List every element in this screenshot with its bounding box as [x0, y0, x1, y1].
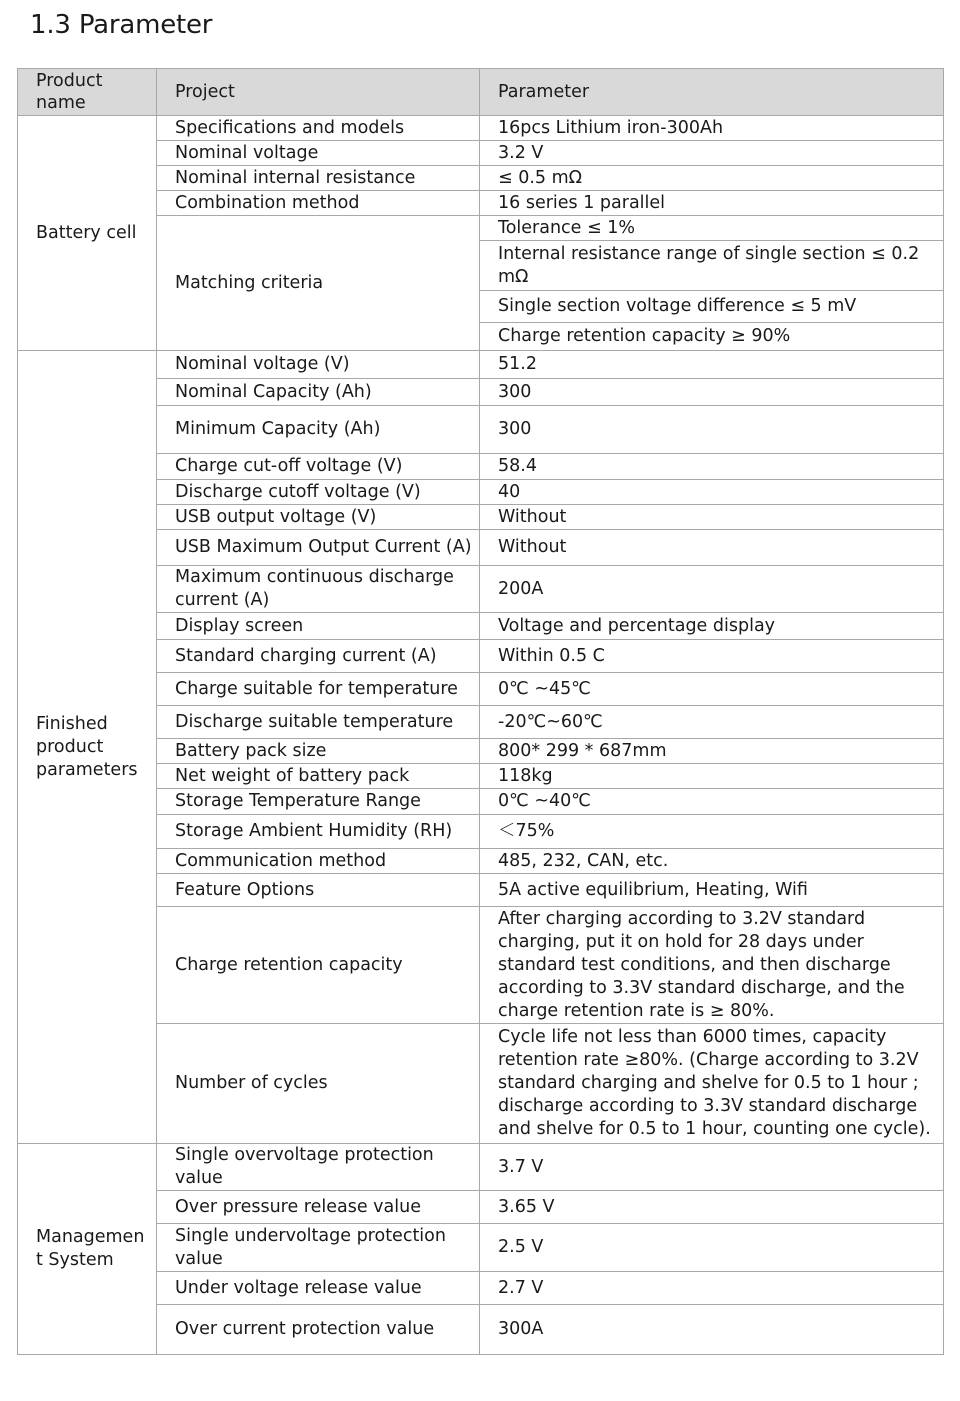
table-row: [18, 505, 944, 530]
parameter-table: [17, 68, 944, 1355]
table-row: [18, 739, 944, 764]
parameter-cell: 2.5 V: [480, 1224, 944, 1272]
table-row: [18, 191, 944, 216]
parameter-cell: 0℃ ~45℃: [480, 673, 944, 706]
parameter-cell: 3.7 V: [480, 1144, 944, 1191]
parameter-cell: 300A: [480, 1305, 944, 1355]
section-title: 1.3 Parameter: [30, 10, 213, 40]
parameter-cell: 58.4: [480, 454, 944, 480]
project-cell: USB output voltage (V): [157, 505, 480, 530]
project-cell: Net weight of battery pack: [157, 764, 480, 789]
parameter-cell: 300: [480, 406, 944, 454]
parameter-cell: 2.7 V: [480, 1272, 944, 1305]
table-row: [18, 849, 944, 874]
project-cell: Maximum continuous discharge current (A): [157, 566, 480, 613]
project-cell: Storage Ambient Humidity (RH): [157, 815, 480, 849]
project-cell: Discharge cutoff voltage (V): [157, 480, 480, 505]
project-cell: Under voltage release value: [157, 1272, 480, 1305]
parameter-cell: 200A: [480, 566, 944, 613]
group-finished-product: Finished product parameters: [18, 351, 157, 1144]
project-cell: Single overvoltage protection value: [157, 1144, 480, 1191]
parameter-cell: After charging according to 3.2V standard charging, put it on hold for 28 days under standard test conditions, and then discharge according to 3.3V standard discharge, and the charge retention rate is ≥ 80%.: [480, 907, 944, 1024]
parameter-cell: 16pcs Lithium iron-300Ah: [480, 116, 944, 141]
table-row: [18, 216, 944, 241]
parameter-cell: 0℃ ~40℃: [480, 789, 944, 815]
project-cell: Charge suitable for temperature: [157, 673, 480, 706]
table-row: [18, 379, 944, 406]
project-cell-matching-criteria: Matching criteria: [157, 216, 480, 351]
header-parameter: Parameter: [480, 69, 944, 116]
table-row: [18, 1191, 944, 1224]
table-row: [18, 116, 944, 141]
parameter-cell: 3.65 V: [480, 1191, 944, 1224]
project-cell: Discharge suitable temperature: [157, 706, 480, 739]
table-row: [18, 1272, 944, 1305]
table-row: [18, 907, 944, 1024]
parameter-cell: 40: [480, 480, 944, 505]
parameter-cell: Cycle life not less than 6000 times, capacity retention rate ≥80%. (Charge according to 3.2V standard charging and shelve for 0.5 to 1 hour ; discharge according to 3.3V standard discharge and shelve for 0.5 to 1 hour, counting one cycle).: [480, 1024, 944, 1144]
table-row: [18, 166, 944, 191]
parameter-cell: Internal resistance range of single section ≤ 0.2 mΩ: [480, 241, 944, 291]
project-cell: Number of cycles: [157, 1024, 480, 1144]
parameter-cell: ＜75%: [480, 815, 944, 849]
parameter-cell: Within 0.5 C: [480, 640, 944, 673]
parameter-cell: 485, 232, CAN, etc.: [480, 849, 944, 874]
header-product-name: Product name: [18, 69, 157, 116]
project-cell: Nominal voltage: [157, 141, 480, 166]
table-row: [18, 530, 944, 566]
project-cell: Standard charging current (A): [157, 640, 480, 673]
table-row: [18, 406, 944, 454]
parameter-cell: -20℃~60℃: [480, 706, 944, 739]
table-row: [18, 1024, 944, 1144]
project-cell: Nominal voltage (V): [157, 351, 480, 379]
project-cell: Combination method: [157, 191, 480, 216]
project-cell: Display screen: [157, 613, 480, 640]
parameter-cell: Single section voltage difference ≤ 5 mV: [480, 291, 944, 323]
table-row: [18, 874, 944, 907]
table-row: [18, 454, 944, 480]
parameter-cell: 3.2 V: [480, 141, 944, 166]
project-cell: USB Maximum Output Current (A): [157, 530, 480, 566]
project-cell: Over current protection value: [157, 1305, 480, 1355]
parameter-cell: 5A active equilibrium, Heating, Wifi: [480, 874, 944, 907]
table-row: [18, 141, 944, 166]
parameter-cell: Charge retention capacity ≥ 90%: [480, 323, 944, 351]
parameter-cell: ≤ 0.5 mΩ: [480, 166, 944, 191]
parameter-cell: 118kg: [480, 764, 944, 789]
parameter-cell: 800* 299 * 687mm: [480, 739, 944, 764]
table-row: [18, 640, 944, 673]
project-cell: Nominal Capacity (Ah): [157, 379, 480, 406]
group-battery-cell: Battery cell: [18, 116, 157, 351]
table-row: [18, 673, 944, 706]
project-cell: Charge retention capacity: [157, 907, 480, 1024]
project-cell: Single undervoltage protection value: [157, 1224, 480, 1272]
project-cell: Storage Temperature Range: [157, 789, 480, 815]
table-row: [18, 789, 944, 815]
project-cell: Minimum Capacity (Ah): [157, 406, 480, 454]
table-row: [18, 480, 944, 505]
project-cell: Battery pack size: [157, 739, 480, 764]
parameter-cell: Tolerance ≤ 1%: [480, 216, 944, 241]
parameter-cell: 51.2: [480, 351, 944, 379]
project-cell: Over pressure release value: [157, 1191, 480, 1224]
table-row: [18, 764, 944, 789]
table-row: [18, 1224, 944, 1272]
project-cell: Specifications and models: [157, 116, 480, 141]
parameter-cell: Without: [480, 530, 944, 566]
group-management-system: Managemen t System: [18, 1144, 157, 1355]
table-header-row: [18, 69, 944, 116]
project-cell: Nominal internal resistance: [157, 166, 480, 191]
table-row: [18, 566, 944, 613]
project-cell: Feature Options: [157, 874, 480, 907]
table-row: [18, 613, 944, 640]
parameter-cell: 16 series 1 parallel: [480, 191, 944, 216]
parameter-cell: Voltage and percentage display: [480, 613, 944, 640]
table-row: [18, 1144, 944, 1191]
project-cell: Communication method: [157, 849, 480, 874]
table-row: [18, 815, 944, 849]
parameter-cell: Without: [480, 505, 944, 530]
table-row: [18, 351, 944, 379]
project-cell: Charge cut-off voltage (V): [157, 454, 480, 480]
parameter-cell: 300: [480, 379, 944, 406]
table-row: [18, 706, 944, 739]
table-row: [18, 1305, 944, 1355]
header-project: Project: [157, 69, 480, 116]
